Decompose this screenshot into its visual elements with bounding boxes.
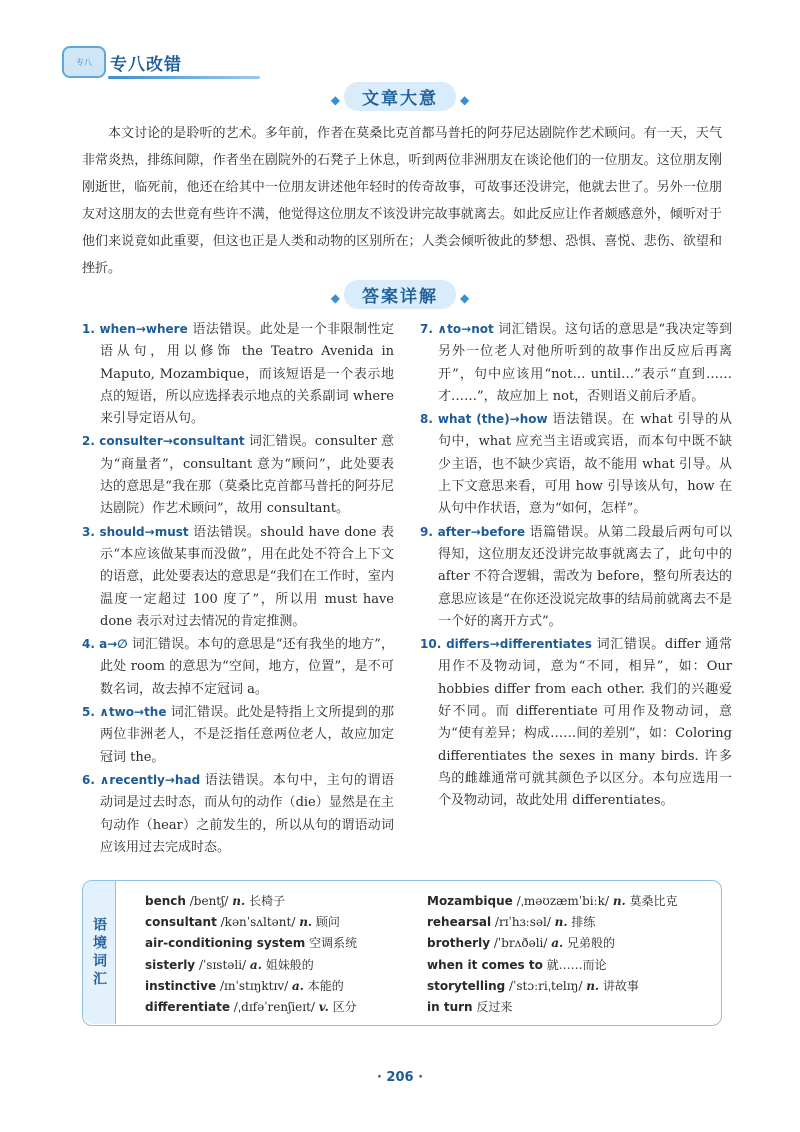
vocab-meaning: 区分 (328, 1000, 357, 1015)
vocab-meaning: 讲故事 (599, 978, 639, 993)
vocab-meaning: 莫桑比克 (625, 894, 678, 908)
vocab-pos: v. (318, 1000, 329, 1015)
vocab-entry (427, 976, 717, 997)
summary-section-title (0, 82, 800, 111)
book-logo-icon: 专八 (62, 46, 106, 78)
summary-paragraph: 本文讨论的是聆听的艺术。多年前，作者在莫桑比克首都马普托的阿芬尼达剧院作艺术顾问。有一天，天气非常炎热，排练间隙，作者坐在剧院外的石凳子上休息，听到两位非洲朋友在谈论他们的一位朋友。这位朋友刚刚逝世，临死前，他还在给其中一位朋友讲述他年轻时的传奇故事，可故事还没讲完，他就去世了。另外一位朋友对这朋友的去世竟有些许不满，他觉得这位朋友不该没讲完故事就离去。如此反应让作者颇感意外，倾听对于他们来说竟如此重要，但这也正是人类和动物的区别所在；人类会倾听彼此的梦想、恐惧、喜悦、悲伤、欲望和挫折。 (82, 126, 722, 276)
vocab-word: air-conditioning system (145, 936, 306, 951)
answer-item (420, 408, 732, 520)
answer-number: 4. (82, 637, 95, 652)
page-header (62, 46, 202, 76)
diamond-icon: ◆ (330, 291, 340, 305)
answer-explanation: 词汇错误。consulter 意为“商量者”，consultant 意为“顾问”，此处要表达的意思是“我在那（莫桑比克首都马普托的阿芬尼达剧院）作艺术顾问”，故用 consultant。 (100, 434, 394, 517)
answer-correction: consulter→consultant (99, 434, 245, 449)
answer-correction: when→where (99, 322, 188, 336)
vocab-pos: a. (249, 957, 262, 972)
vocab-meaning: 就……而论 (546, 957, 607, 972)
answers-right-column (420, 318, 732, 859)
answer-item (82, 701, 394, 769)
vocab-word: bench (145, 894, 186, 908)
answer-item (420, 521, 732, 633)
vocab-phonetic: /bentʃ/ (185, 894, 233, 908)
answer-number: 7. (420, 322, 433, 336)
vocab-phonetic: /ɪnˈstɪŋktɪv/ (216, 978, 292, 993)
answer-correction: after→before (437, 524, 525, 539)
answer-number: 5. (82, 705, 95, 720)
vocab-meaning: 长椅子 (245, 894, 285, 908)
answer-number: 8. (420, 412, 433, 427)
vocab-meaning: 本能的 (303, 978, 344, 993)
vocab-word: Mozambique (427, 894, 513, 908)
answers-title-label: 答案详解 (344, 280, 456, 309)
answer-explanation: 词汇错误。本句的意思是“还有我坐的地方”，此处 room 的意思为“空间，地方，位置”，是不可数名词，故去掉不定冠词 a。 (100, 637, 394, 697)
answer-explanation: 语篇错误。从第二段最后两句可以得知，这位朋友还没讲完故事就离去了，此句中的 after 不符合逻辑，需改为 before，整句所表达的意思应该是“在你还没说完故事的结局前就离去不是一个好的离开方式”。 (438, 524, 732, 629)
header-title: 专八改错 (110, 55, 182, 75)
answer-explanation: 语法错误。此处是一个非限制性定语从句，用以修饰 the Teatro Avenida in Maputo, Mozambique，而该短语是一个表示地点的短语，所以应选择表示地点的关系副词 where 来引导定语从句。 (100, 322, 394, 427)
vocab-entry (427, 891, 717, 912)
answer-explanation: 语法错误。本句中，主句的谓语动词是过去时态，而从句的动作（die）显然是在主句动作（hear）之前发生的，所以从句的谓语动词应该用过去完成时态。 (100, 772, 394, 855)
answer-item (82, 318, 394, 430)
vocabulary-list-left (145, 891, 427, 1018)
vocab-phonetic: /ˌməʊzæmˈbiːk/ (512, 894, 613, 908)
vocab-phonetic: /ˈstɔːriˌtelɪŋ/ (505, 978, 587, 993)
vocab-pos: a. (291, 978, 304, 993)
vocab-phonetic: /ˌdɪfəˈrenʃieɪt/ (229, 1000, 319, 1015)
answer-correction: should→must (99, 524, 189, 539)
answer-number: 9. (420, 524, 433, 539)
answer-item (82, 430, 394, 520)
answer-explanation: 语法错误。should have done 表示“本应该做某事而没做”，用在此处不符合上下文的语意，此处要表达的意思是“我们在工作时，室内温度一定超过 100 度了”，所以用 must have done 表示对过去情况的肯定推测。 (100, 524, 394, 629)
vocab-entry (427, 933, 717, 954)
answer-correction: differs→differentiates (446, 637, 592, 652)
vocab-entry (427, 955, 717, 976)
vocab-entry (145, 891, 427, 912)
vocab-meaning: 姐妹般的 (261, 957, 314, 972)
answer-number: 2. (82, 434, 95, 449)
diamond-icon: ◆ (330, 93, 340, 107)
vocab-meaning: 空调系统 (309, 936, 358, 951)
vocab-pos: n. (299, 915, 313, 930)
vocab-entry (145, 912, 427, 933)
vocab-meaning: 兄弟般的 (563, 936, 616, 951)
answer-item (82, 521, 394, 633)
answer-correction: ∧two→the (99, 705, 167, 720)
answer-correction: what (the)→how (437, 412, 548, 427)
vocab-phonetic: /ˈbrʌðəli/ (490, 936, 552, 951)
header-underline (108, 76, 260, 79)
vocab-pos: a. (551, 936, 564, 951)
vocab-entry (145, 955, 427, 976)
answer-correction: a→∅ (99, 637, 128, 652)
vocabulary-box (82, 880, 722, 1026)
vocab-pos: n. (586, 978, 600, 993)
vocab-entry (145, 933, 427, 954)
answer-item (420, 633, 732, 812)
vocab-meaning: 排练 (567, 915, 596, 930)
answer-number: 1. (82, 322, 95, 336)
diamond-icon: ◆ (460, 291, 470, 305)
vocab-meaning: 反过来 (476, 1000, 513, 1015)
vocab-word: rehearsal (427, 915, 492, 930)
answer-number: 10. (420, 637, 442, 652)
answers-columns (82, 318, 732, 859)
summary-title-label: 文章大意 (344, 82, 456, 111)
vocab-pos: n. (554, 915, 568, 930)
vocab-word: when it comes to (427, 957, 543, 972)
answer-explanation: 词汇错误。此处是特指上文所提到的那两位非洲老人，不是泛指任意两位老人，故应加定冠词 the。 (100, 705, 394, 765)
vocabulary-label: 语境词汇 (91, 916, 107, 989)
vocab-entry (145, 997, 427, 1018)
vocabulary-list-right (427, 891, 717, 1018)
vocab-pos: n. (232, 894, 246, 908)
answer-item (420, 318, 732, 408)
vocab-entry (145, 976, 427, 997)
answer-number: 3. (82, 524, 95, 539)
answer-explanation: 词汇错误。differ 通常用作不及物动词，意为“不同，相异”，如：Our hobbies differ from each other. 我们的兴趣爱好不同。而 differentiate 可用作及物动词，意为“使有差异；构成……间的差别”，如：Coloring differentiates the sexes in many birds. 许多鸟的雌雄通常可就其颜色予以区分。本句应选用一个及物动词，故此处用 differentiates。 (438, 637, 732, 809)
page-number: · 206 · (376, 1070, 424, 1085)
answer-number: 6. (82, 772, 95, 787)
answer-explanation: 语法错误。在 what 引导的从句中，what 应充当主语或宾语，而本句中既不缺少主语，也不缺少宾语，故不能用 what 引导。从上下文意思来看，可用 how 引导该从句，how 在从句中作状语，意为“如何，怎样”。 (438, 412, 732, 517)
vocab-word: in turn (427, 1000, 473, 1015)
vocab-word: sisterly (145, 957, 196, 972)
answer-item (82, 769, 394, 859)
vocab-word: differentiate (145, 1000, 230, 1015)
vocabulary-label-tab (83, 881, 116, 1024)
vocab-phonetic: /rɪˈhɜːsəl/ (491, 915, 555, 930)
vocab-phonetic: /ˈsɪstəli/ (195, 957, 250, 972)
vocab-word: storytelling (427, 978, 506, 993)
answer-item (82, 633, 394, 701)
answers-section-title (0, 280, 800, 309)
vocab-pos: n. (612, 894, 626, 908)
vocab-word: instinctive (145, 978, 217, 993)
answer-explanation: 词汇错误。这句话的意思是“我决定等到另外一位老人对他所听到的故事作出反应后再离开”，句中应该用“not… until…”表示“直到……才……”，故应加上 not，否则语义前后矛盾。 (438, 322, 732, 404)
vocab-phonetic: /kənˈsʌltənt/ (216, 915, 300, 930)
vocab-entry (427, 997, 717, 1018)
vocab-entry (427, 912, 717, 933)
vocab-meaning: 顾问 (312, 915, 340, 930)
vocab-word: consultant (145, 915, 217, 930)
diamond-icon: ◆ (460, 93, 470, 107)
answers-left-column (82, 318, 394, 859)
answer-correction: ∧recently→had (99, 772, 201, 787)
vocab-word: brotherly (427, 936, 491, 951)
answer-correction: ∧to→not (437, 322, 494, 336)
